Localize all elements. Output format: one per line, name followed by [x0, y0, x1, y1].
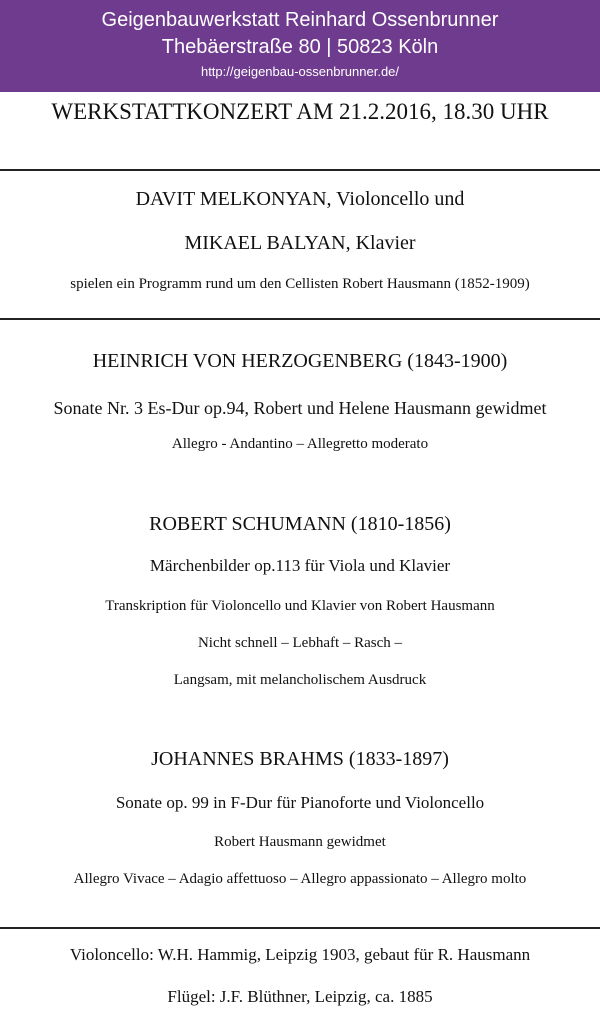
work-schumann: Märchenbilder op.113 für Viola und Klavier	[149, 556, 451, 575]
movements-brahms: Allegro Vivace – Adagio affettuoso – Allegro appassionato – Allegro molto	[73, 871, 527, 887]
instrument-piano: Flügel: J.F. Blüthner, Leipzig, ca. 1885	[167, 987, 433, 1006]
concert-heading: WERKSTATTKONZERT AM 21.2.2016, 18.30 UHR	[51, 99, 549, 124]
transcription-schumann: Transkription für Violoncello und Klavier von Robert Hausmann	[105, 598, 495, 614]
movements-herzogenberg: Allegro - Andantino – Allegretto moderato	[171, 436, 429, 452]
bottom-divider	[0, 927, 600, 929]
dedication-brahms: Robert Hausmann gewidmet	[214, 834, 386, 850]
performer-piano: MIKAEL BALYAN, Klavier	[184, 232, 416, 254]
workshop-name: Geigenbauwerkstatt Reinhard Ossenbrunner	[101, 9, 499, 31]
workshop-banner	[0, 0, 600, 92]
composer-schumann: ROBERT SCHUMANN (1810-1856)	[149, 513, 451, 535]
workshop-address: Thebäerstraße 80 | 50823 Köln	[161, 36, 439, 58]
work-brahms: Sonate op. 99 in F-Dur für Pianoforte und Violoncello	[115, 793, 485, 812]
composer-herzogenberg: HEINRICH VON HERZOGENBERG (1843-1900)	[92, 350, 508, 372]
instrument-cello: Violoncello: W.H. Hammig, Leipzig 1903, gebaut für R. Hausmann	[69, 945, 531, 964]
movements-schumann-2: Langsam, mit melancholischem Ausdruck	[173, 672, 427, 688]
middle-divider	[0, 318, 600, 320]
composer-brahms: JOHANNES BRAHMS (1833-1897)	[151, 748, 449, 770]
movements-schumann-1: Nicht schnell – Lebhaft – Rasch –	[197, 635, 403, 651]
program-intro: spielen ein Programm rund um den Cellisten Robert Hausmann (1852-1909)	[70, 276, 530, 292]
top-divider	[0, 169, 600, 171]
performer-cello: DAVIT MELKONYAN, Violoncello und	[135, 188, 465, 210]
work-herzogenberg: Sonate Nr. 3 Es-Dur op.94, Robert und Helene Hausmann gewidmet	[53, 398, 547, 418]
workshop-url[interactable]: http://geigenbau-ossenbrunner.de/	[200, 64, 400, 79]
